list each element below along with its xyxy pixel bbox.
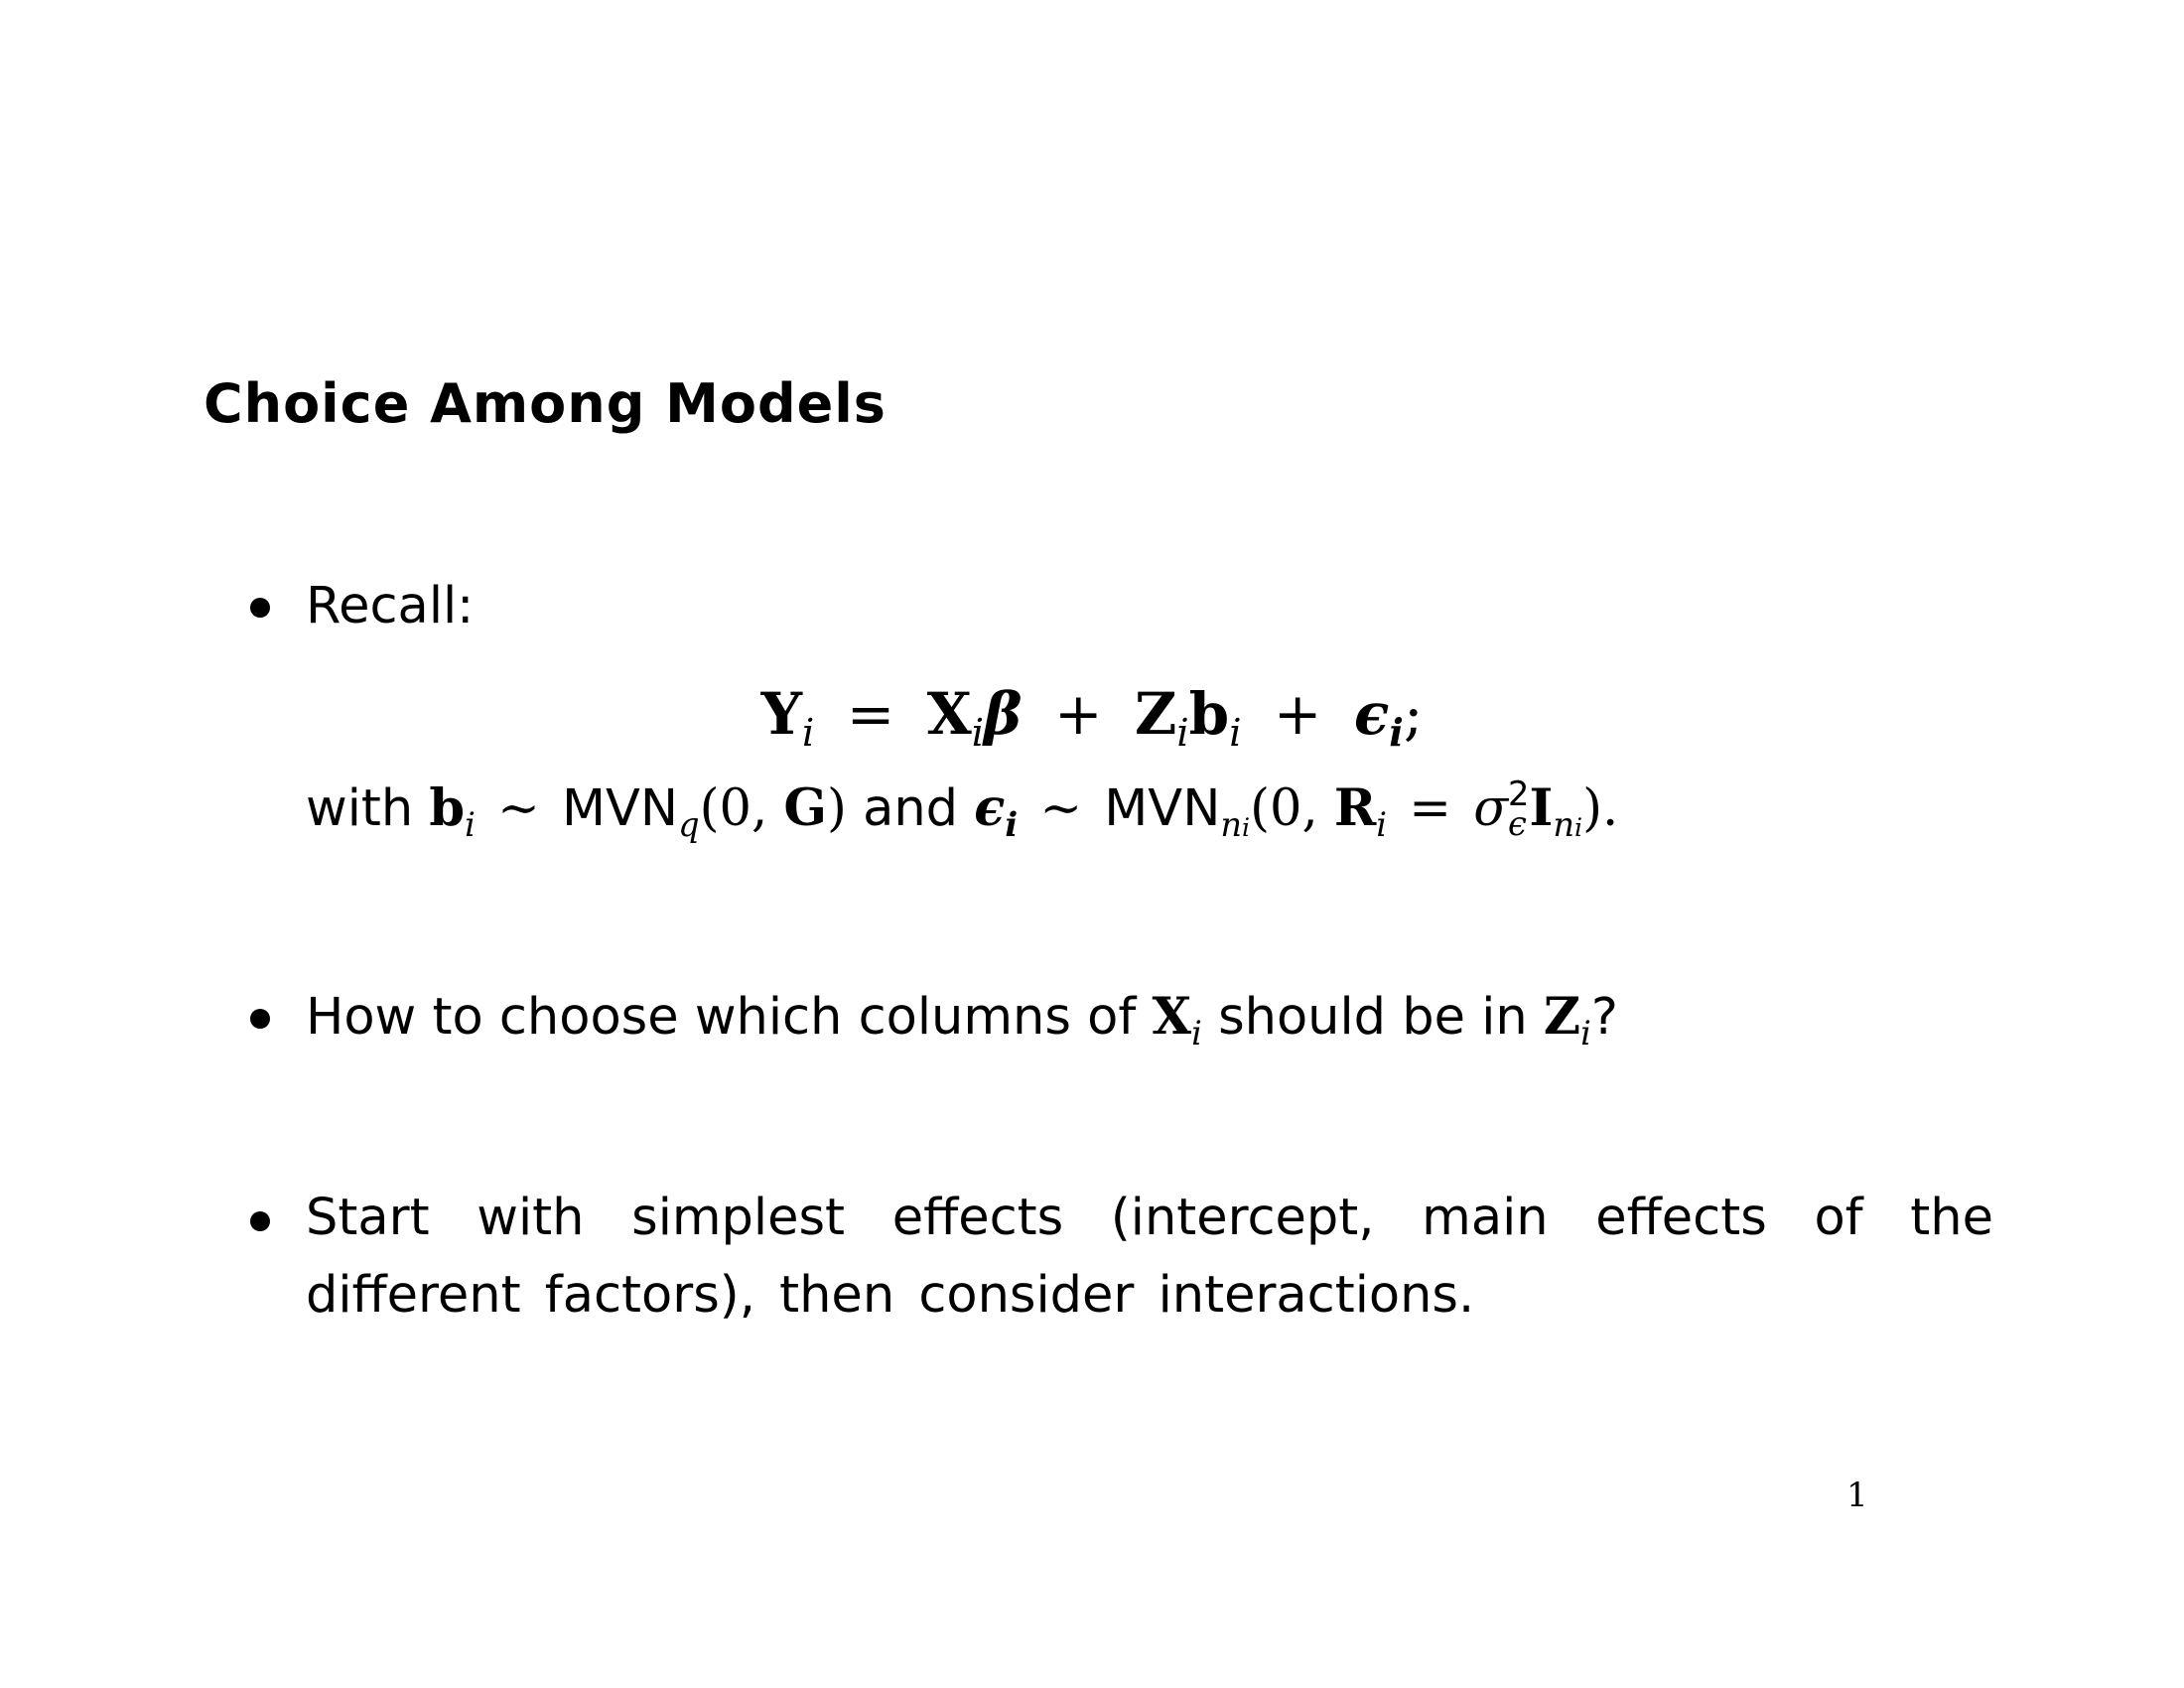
dist-sub-n [1553,805,1582,844]
eq-sub-i: i [971,711,985,757]
dist-sigma: σ [1473,779,1509,838]
dist-sigma-scripts [1508,774,1530,844]
eq-semicolon: ; [1403,680,1424,748]
eq-Z: Z [1135,680,1177,748]
bullet-3-marker [250,1211,270,1235]
bullet-2-text [306,987,1618,1053]
dist-sub-n [1220,805,1250,844]
dist-sub-i: i [1005,803,1019,844]
dist-sub-eps: ϵ [1508,804,1527,844]
eq-sub-i: i [1176,711,1189,757]
eq-beta: β [984,680,1023,748]
bullet-2-marker [250,1009,270,1033]
model-equation [0,680,2184,757]
dist-G: G [783,778,827,838]
bullet-1-label: Recall: [306,577,475,635]
dist-sub-i: i [1376,804,1388,844]
bullet-2-X: X [1152,987,1192,1047]
page-number: 1 [1846,1476,1868,1515]
distribution-line [306,774,1619,844]
eq-equals: = [846,680,895,748]
bullet-2-Z: Z [1543,987,1581,1047]
eq-sub-i: i [1389,711,1404,757]
dist-open: (0, [1250,779,1334,838]
dist-b: b [429,778,466,838]
eq-X: X [926,680,972,748]
bullet-2-sub-i: i [1191,1013,1202,1053]
dist-sub-n-letter: n [1553,804,1575,844]
bullet-2-sub-i: i [1580,1013,1591,1053]
dist-close: ) [826,779,847,838]
dist-mvn: MVN [562,779,679,838]
with-word: with [306,779,414,838]
dist-sub-n-i: i [1242,812,1251,842]
dist-close-end: ). [1582,779,1619,838]
eq-sub-i: i [1229,711,1242,757]
dist-sim: ∼ [497,779,540,838]
eq-epsilon: ϵ [1353,680,1390,748]
dist-mvn: MVN [1104,779,1221,838]
dist-sim: ∼ [1039,779,1083,838]
eq-sub-i: i [802,711,815,757]
bullet-dot [250,1211,270,1231]
dist-open: (0, [699,779,784,838]
dist-sub-n-letter: n [1220,804,1243,844]
dist-equals: = [1409,779,1451,838]
bullet-1-marker [250,598,270,622]
dist-R: R [1333,778,1377,838]
dist-sub-n-i: i [1574,812,1583,842]
eq-plus: + [1273,680,1322,748]
bullet-2-part2: should be in [1218,988,1528,1047]
eq-b: b [1188,680,1230,748]
bullet-3-text: Start with simplest effects (intercept, main effects of the different factors), then consider interactions. [306,1189,1993,1325]
dist-sup-2: 2 [1508,774,1530,814]
bullet-dot [250,598,270,618]
dist-epsilon: ϵ [974,778,1006,838]
bullet-dot [250,1009,270,1029]
bullet-2-part1: How to choose which columns of [306,988,1137,1047]
dist-I: I [1529,778,1554,838]
dist-sub-i: i [465,804,476,844]
dist-sub-q: q [678,804,700,844]
eq-Y: Y [760,680,803,748]
slide-title: Choice Among Models [204,372,887,435]
eq-plus: + [1054,680,1103,748]
and-word: and [863,779,959,838]
bullet-2-end: ? [1590,988,1618,1047]
